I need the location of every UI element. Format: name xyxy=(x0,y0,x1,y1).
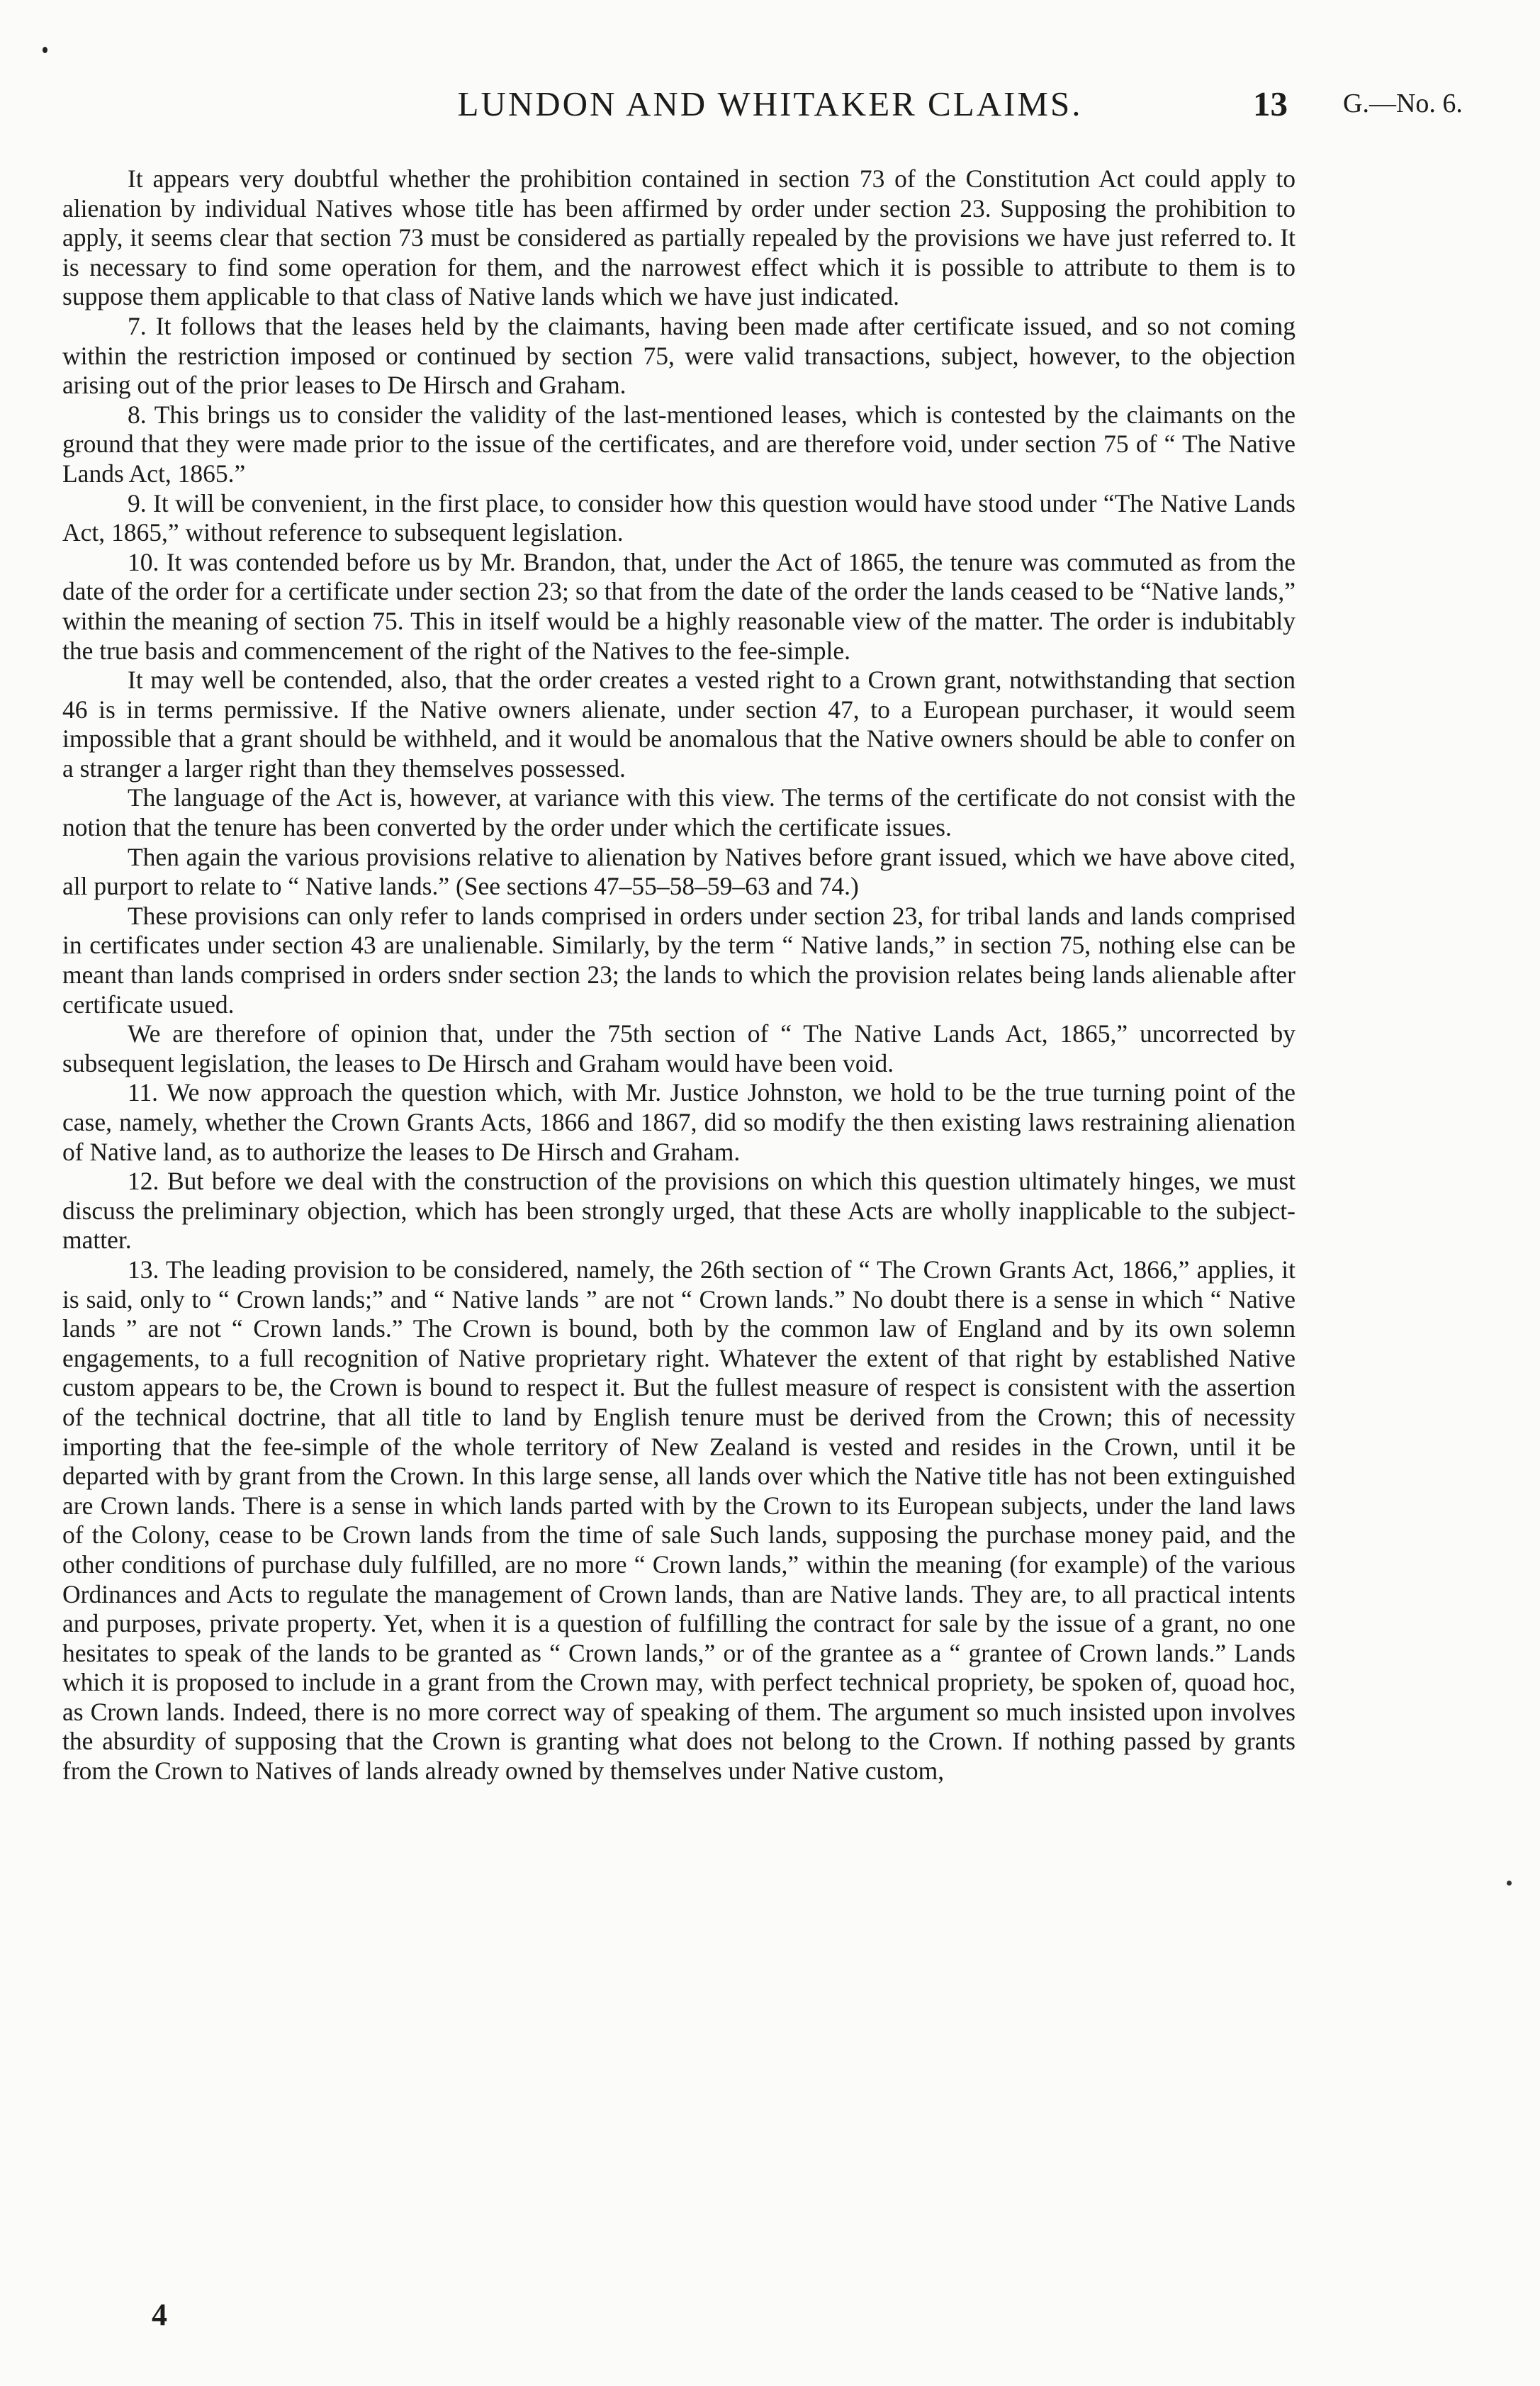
running-title: LUNDON AND WHITAKER CLAIMS. xyxy=(457,84,1083,123)
paragraph-language-of-act: The language of the Act is, however, at variance with this view. The terms of the certificate do not consist with the notion that the tenure has been converted by the order under which the certificate issues. xyxy=(62,783,1295,842)
page-number: 13 xyxy=(1253,84,1288,123)
paragraph-constitution-act: It appears very doubtful whether the prohibition contained in section 73 of the Constitution Act could apply to alienation by individual Natives whose title has been affirmed by order under section 23. Supposing the prohibition to apply, it seems clear that section 73 must be considered as partially repealed by the provisions we have just referred to. It is necessary to find some operation for them, and the narrowest effect which it is possible to attribute to them is to suppose them applicable to that class of Native lands which we have just indicated. xyxy=(62,164,1295,311)
paragraph-tribal-lands: These provisions can only refer to lands comprised in orders under section 23, for tribal lands and lands comprised in certificates under section 43 are unalienable. Similarly, by the term “ Native lands,” in section 75, nothing else can be meant than lands comprised in orders snder section 23; the lands to which the provision relates being lands alienable after certificate usued. xyxy=(62,901,1295,1019)
body-text xyxy=(62,164,1295,1786)
paragraph-8: 8. This brings us to consider the validity of the last-mentioned leases, which is contested by the claimants on the ground that they were made prior to the issue of the certificates, and are therefore void, under section 75 of “ The Native Lands Act, 1865.” xyxy=(62,400,1295,488)
paragraph-9: 9. It will be convenient, in the first place, to consider how this question would have stood under “The Native Lands Act, 1865,” without reference to subsequent legislation. xyxy=(62,488,1295,547)
ink-speck xyxy=(1507,1881,1512,1886)
paragraph-11: 11. We now approach the question which, with Mr. Justice Johnston, we hold to be the true turning point of the case, namely, whether the Crown Grants Acts, 1866 and 1867, did so modify the then existing laws restraining alienation of Native land, as to authorize the leases to De Hirsch and Graham. xyxy=(62,1078,1295,1166)
paragraph-opinion: We are therefore of opinion that, under the 75th section of “ The Native Lands Act, 1865,” uncorrected by subsequent legislation, the leases to De Hirsch and Graham would have been void. xyxy=(62,1019,1295,1077)
paragraph-12: 12. But before we deal with the construction of the provisions on which this question ultimately hinges, we must discuss the preliminary objection, which has been strongly urged, that these Acts are wholly inapplicable to the subject-matter. xyxy=(62,1167,1295,1255)
paragraph-7: 7. It follows that the leases held by the claimants, having been made after certificate issued, and so not coming within the restriction imposed or continued by section 75, were valid transactions, subject, however, to the objection arising out of the prior leases to De Hirsch and Graham. xyxy=(62,311,1295,400)
signature-mark: 4 xyxy=(152,2297,167,2332)
document-reference: G.—No. 6. xyxy=(1343,89,1463,118)
page-header xyxy=(0,84,1540,140)
paragraph-10: 10. It was contended before us by Mr. Brandon, that, under the Act of 1865, the tenure was commuted as from the date of the order for a certificate under section 23; so that from the date of the order the lands ceased to be “Native lands,” within the meaning of section 75. This in itself would be a highly reasonable view of the matter. The order is indubitably the true basis and commencement of the right of the Natives to the fee-simple. xyxy=(62,547,1295,665)
paragraph-13: 13. The leading provision to be considered, namely, the 26th section of “ The Crown Grants Act, 1866,” applies, it is said, only to “ Crown lands;” and “ Native lands ” are not “ Crown lands.” No doubt there is a sense in which “ Native lands ” are not “ Crown lands.” The Crown is bound, both by the common law of England and by its own solemn engagements, to a full recognition of Native proprietary right. Whatever the extent of that right by established Native custom appears to be, the Crown is bound to respect it. But the fullest measure of respect is consistent with the assertion of the technical doctrine, that all title to land by English tenure must be derived from the Crown; this of necessity importing that the fee-simple of the whole territory of New Zealand is vested and resides in the Crown, until it be departed with by grant from the Crown. In this large sense, all lands over which the Native title has not been extinguished are Crown lands. There is a sense in which lands parted with by the Crown to its European subjects, under the land laws of the Colony, cease to be Crown lands from the time of sale Such lands, supposing the purchase money paid, and the other conditions of purchase duly fulfilled, are no more “ Crown lands,” within the meaning (for example) of the various Ordinances and Acts to regulate the management of Crown lands, than are Native lands. They are, to all practical intents and purposes, private property. Yet, when it is a question of fulfilling the contract for sale by the issue of a grant, no one hesitates to speak of the lands to be granted as “ Crown lands,” or of the grantee as a “ grantee of Crown lands.” Lands which it is proposed to include in a grant from the Crown may, with perfect technical propriety, be spoken of, quoad hoc, as Crown lands. Indeed, there is no more correct way of speaking of them. The argument so much insisted upon involves the absurdity of supposing that the Crown is granting what does not belong to the Crown. If nothing passed by grants from the Crown to Natives of lands already owned by themselves under Native custom, xyxy=(62,1255,1295,1786)
ink-speck xyxy=(43,47,47,53)
paragraph-alienation-provisions: Then again the various provisions relative to alienation by Natives before grant issued, which we have above cited, all purport to relate to “ Native lands.” (See sections 47–55–58–59–63 and 74.) xyxy=(62,842,1295,901)
paragraph-vested-right: It may well be contended, also, that the order creates a vested right to a Crown grant, notwithstanding that section 46 is in terms permissive. If the Native owners alienate, under section 47, to a European purchaser, it would seem impossible that a grant should be withheld, and it would be anomalous that the Native owners should be able to confer on a stranger a larger right than they themselves possessed. xyxy=(62,666,1295,783)
